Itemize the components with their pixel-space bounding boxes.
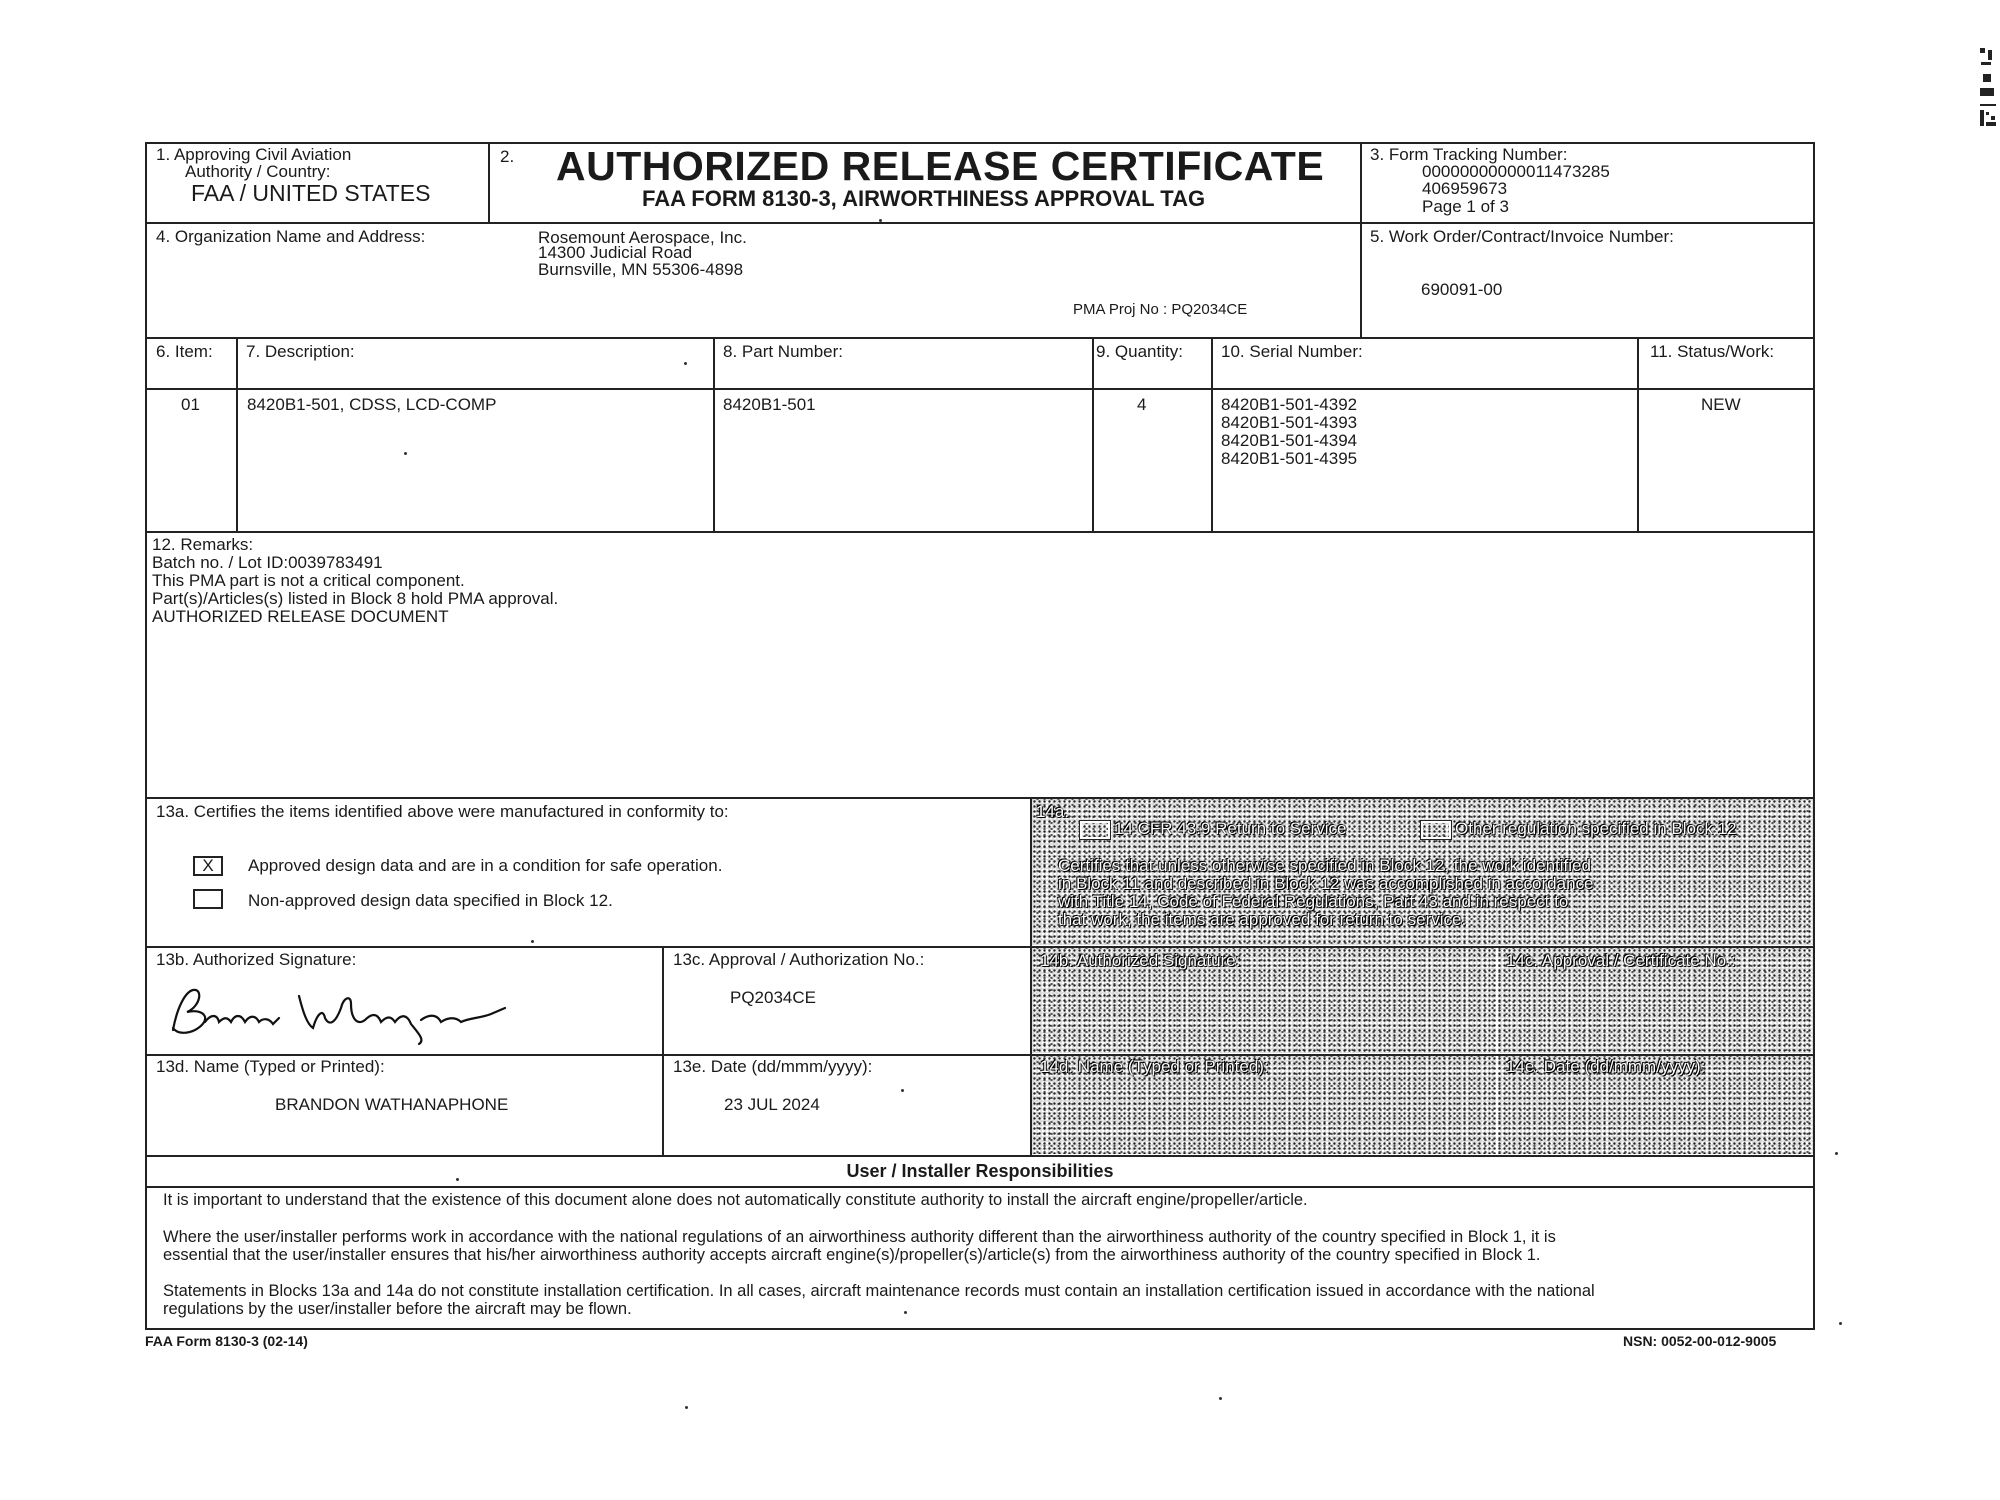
option-non-approved-design: Non-approved design data specified in Block 12. [248, 891, 613, 910]
remarks-line-4: AUTHORIZED RELEASE DOCUMENT [152, 607, 449, 626]
rule-table-header [145, 388, 1815, 390]
block14a-text-4: that work, the items are approved for return to service. [1058, 910, 1467, 929]
pma-project: PMA Proj No : PQ2034CE [1073, 301, 1248, 318]
checkbox-other-regulation[interactable] [1421, 821, 1451, 839]
rule-v-block1 [488, 142, 490, 222]
responsibilities-p2-line2: essential that the user/installer ensures that his/her airworthiness authority accepts aircraft engine(s)/propeller(s)/article(s) from the airworthiness authority of the country specified in Block 1. [163, 1246, 1541, 1264]
page-title: AUTHORIZED RELEASE CERTIFICATE [556, 143, 1325, 189]
checkbox-non-approved-design[interactable] [193, 889, 223, 909]
header-quantity: 9. Quantity: [1096, 342, 1183, 361]
block1-value: FAA / UNITED STATES [191, 180, 431, 206]
remarks-label: 12. Remarks: [152, 535, 254, 554]
row-serial-4: 8420B1-501-4395 [1221, 449, 1358, 468]
rule-v-desc [713, 338, 715, 532]
work-order-number: 690091-00 [1421, 280, 1503, 299]
row-part-number: 8420B1-501 [723, 395, 816, 414]
rule-v-13b [662, 947, 664, 1155]
header-part-number: 8. Part Number: [723, 342, 843, 361]
block1-label-1: 1. Approving Civil Aviation [156, 145, 352, 164]
header-description: 7. Description: [246, 342, 355, 361]
header-item: 6. Item: [156, 342, 213, 361]
block14b-label: 14b. Authorized Signature: [1040, 951, 1241, 970]
scan-speck [404, 452, 407, 455]
scan-speck [456, 1178, 459, 1181]
responsibilities-p2-line1: Where the user/installer performs work in accordance with the national regulations of an airworthiness authority different than the airworthiness authority of the country specified in Block 1, it is [163, 1228, 1556, 1246]
scan-speck [901, 1089, 904, 1092]
row-status: NEW [1701, 395, 1741, 414]
authorized-signature [165, 978, 515, 1048]
block13a-label: 13a. Certifies the items identified above were manufactured in conformity to: [156, 802, 729, 821]
responsibilities-p3-line2: regulations by the user/installer before the aircraft may be flown. [163, 1300, 632, 1318]
block3-label: 3. Form Tracking Number: [1370, 145, 1568, 164]
rule-v-part [1092, 338, 1094, 532]
responsibilities-p1: It is important to understand that the existence of this document alone does not automatically constitute authority to install the aircraft engine/propeller/article. [163, 1191, 1308, 1209]
rule-v-14bc [1496, 948, 1498, 1054]
block2-number: 2. [500, 147, 515, 166]
rule-v-serial [1637, 338, 1639, 532]
rule-table-bottom [145, 531, 1815, 533]
signer-name: BRANDON WATHANAPHONE [275, 1095, 509, 1114]
scan-speck [1835, 1152, 1838, 1155]
org-street: 14300 Judicial Road [538, 243, 693, 262]
scan-speck [904, 1311, 907, 1314]
rule-resp-title [145, 1155, 1815, 1157]
block14a-label: 14a. [1036, 802, 1070, 821]
tracking-number: 00000000000011473285 [1422, 162, 1610, 181]
page-indicator: Page 1 of 3 [1422, 197, 1509, 216]
row-item: 01 [181, 395, 200, 414]
row-serial-1: 8420B1-501-4392 [1221, 395, 1358, 414]
footer-nsn: NSN: 0052-00-012-9005 [1623, 1333, 1777, 1349]
block13b-label: 13b. Authorized Signature: [156, 950, 357, 969]
scan-speck [879, 219, 882, 222]
block14a-text-3: with Title 14, Code of Federal Regulations, Part 43 and in respect to [1058, 892, 1569, 911]
remarks-line-1: Batch no. / Lot ID:0039783491 [152, 553, 383, 572]
block14a-text-1: Certifies that unless otherwise specified in Block 12, the work identified [1058, 856, 1591, 875]
org-city: Burnsville, MN 55306-4898 [538, 260, 744, 279]
block13c-label: 13c. Approval / Authorization No.: [673, 950, 925, 969]
row-serial-2: 8420B1-501-4393 [1221, 413, 1358, 432]
org-name: Rosemount Aerospace, Inc. [538, 228, 747, 247]
scan-speck [685, 1406, 688, 1409]
block13e-label: 13e. Date (dd/mmm/yyyy): [673, 1057, 873, 1076]
block14e-label: 14e. Date (dd/mmm/yyyy): [1506, 1057, 1706, 1076]
checkbox-14cfr[interactable] [1080, 821, 1110, 839]
rule-org [145, 337, 1815, 339]
option-14cfr: 14 CFR 43.9 Return to Service [1114, 819, 1347, 838]
row-quantity: 4 [1137, 395, 1147, 414]
block14a-text-2: in Block 11 and described in Block 12 was accomplished in accordance [1058, 874, 1594, 893]
remarks-line-2: This PMA part is not a critical component. [152, 571, 465, 590]
rule-v-14de [1496, 1056, 1498, 1154]
remarks-line-3: Part(s)/Articles(s) listed in Block 8 hold PMA approval. [152, 589, 559, 608]
scan-speck [531, 940, 534, 943]
tracking-code: 406959673 [1422, 179, 1508, 198]
scan-speck [684, 362, 687, 365]
rule-top-header [145, 222, 1815, 224]
block14d-label: 14d. Name (Typed or Printed): [1040, 1057, 1269, 1076]
page-subtitle: FAA FORM 8130-3, AIRWORTHINESS APPROVAL TAG [642, 186, 1206, 211]
option-approved-design: Approved design data and are in a condition for safe operation. [248, 856, 723, 875]
checkbox-approved-design[interactable]: X [193, 856, 223, 876]
scan-speck [1839, 1322, 1842, 1325]
approval-number: PQ2034CE [730, 988, 816, 1007]
rule-v-block3 [1360, 142, 1362, 338]
footer-form: FAA Form 8130-3 (02-14) [145, 1333, 308, 1349]
block1-label-2: Authority / Country: [185, 162, 331, 181]
block5-label: 5. Work Order/Contract/Invoice Number: [1370, 227, 1674, 246]
block13d-label: 13d. Name (Typed or Printed): [156, 1057, 385, 1076]
responsibilities-title: User / Installer Responsibilities [846, 1161, 1114, 1181]
scan-speck [1219, 1397, 1222, 1400]
rule-v-item [236, 338, 238, 532]
row-serial-3: 8420B1-501-4394 [1221, 431, 1358, 450]
responsibilities-p3-line1: Statements in Blocks 13a and 14a do not constitute installation certification. In all cases, aircraft maintenance records must contain an installation certification issued in accordance with the national [163, 1282, 1595, 1300]
block14c-label: 14c. Approval / Certificate No.: [1506, 951, 1736, 970]
rule-resp [145, 1186, 1815, 1188]
header-serial: 10. Serial Number: [1221, 342, 1363, 361]
row-description: 8420B1-501, CDSS, LCD-COMP [247, 395, 497, 414]
scanner-qr-icon [1978, 46, 1998, 130]
header-status: 11. Status/Work: [1650, 342, 1775, 361]
option-other-regulation: Other regulation specified in Block 12 [1455, 819, 1737, 838]
release-date: 23 JUL 2024 [724, 1095, 820, 1114]
block4-label: 4. Organization Name and Address: [156, 227, 426, 246]
rule-v-qty [1211, 338, 1213, 532]
